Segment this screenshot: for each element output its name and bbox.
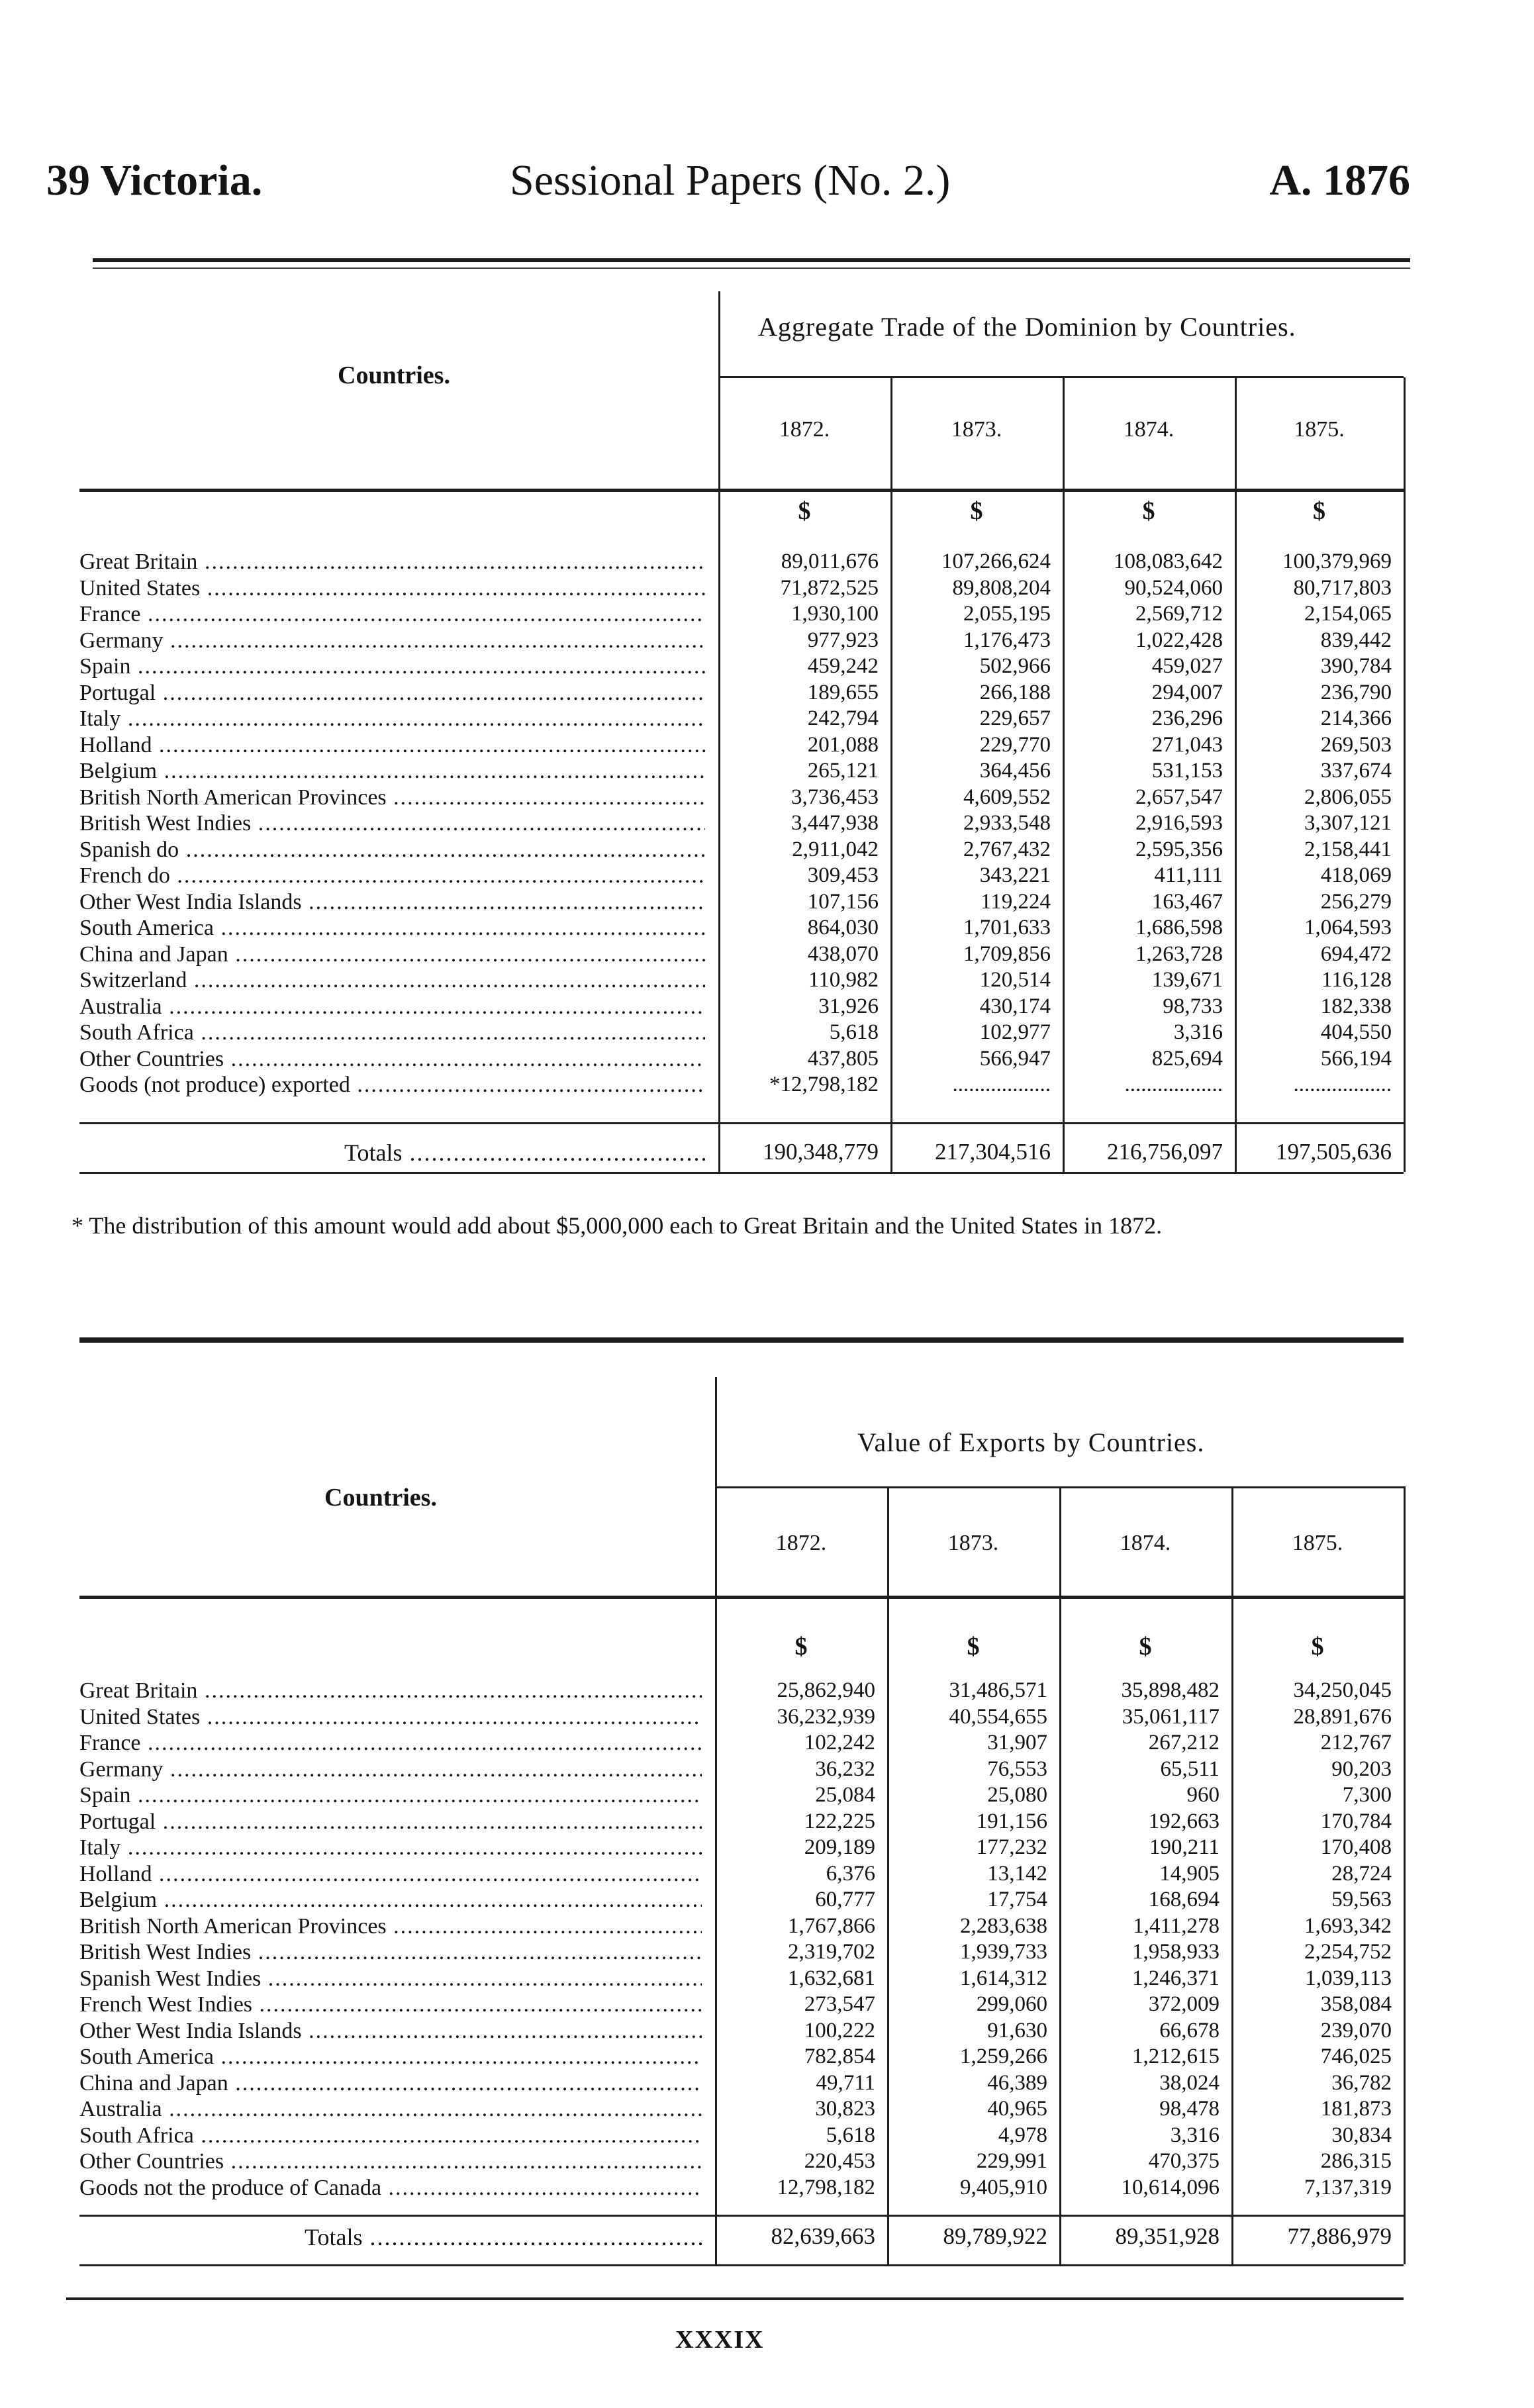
value-cell: 2,657,547 <box>1135 785 1223 809</box>
value-cell: 110,982 <box>808 968 879 992</box>
country-label: China and Japan ..... <box>79 2071 702 2096</box>
country-label: Switzerland ..... <box>79 968 705 993</box>
value-cell: 470,375 <box>1148 2149 1220 2173</box>
value-cell: 3,316 <box>1170 2123 1220 2147</box>
value-cell: 229,770 <box>979 732 1051 757</box>
value-cell: 438,070 <box>807 941 879 966</box>
table-row <box>79 2045 1404 2070</box>
value-cell: 864,030 <box>807 916 879 939</box>
value-cell: 25,084 <box>815 1783 875 1807</box>
country-label: French West Indies ..... <box>79 1992 702 2017</box>
total-cell: 77,886,979 <box>1287 2223 1392 2249</box>
table-row <box>79 1073 1404 1098</box>
bottom-rule <box>66 2297 1404 2300</box>
value-cell: 2,916,593 <box>1135 811 1223 835</box>
value-cell: 1,930,100 <box>791 602 879 626</box>
table-row <box>79 2123 1404 2148</box>
header-title: Sessional Papers (No. 2.) <box>510 156 951 205</box>
value-cell: 100,222 <box>804 2018 875 2043</box>
page-number: XXXIX <box>675 2326 765 2354</box>
country-label: Spain ..... <box>79 1783 702 1808</box>
country-label: Germany ..... <box>79 628 705 653</box>
table-row <box>79 576 1404 601</box>
value-cell: 2,158,441 <box>1304 837 1392 861</box>
value-cell: 31,907 <box>987 1731 1047 1755</box>
value-cell: 13,142 <box>987 1861 1047 1886</box>
value-cell: 209,189 <box>804 1835 875 1859</box>
table-row <box>79 2097 1404 2122</box>
country-label: Italy ..... <box>79 706 705 732</box>
year-header: 1875. <box>1292 1531 1343 1555</box>
table-row <box>79 706 1404 732</box>
table-row <box>79 1020 1404 1045</box>
table-row <box>79 1992 1404 2017</box>
table-row <box>79 1678 1404 1704</box>
table-bottom-rule <box>79 1172 1404 1174</box>
value-cell: 119,224 <box>980 889 1051 914</box>
table-row <box>79 2071 1404 2096</box>
value-cell: 265,121 <box>807 759 879 783</box>
value-cell: 566,947 <box>979 1046 1051 1071</box>
header-bottom-rule <box>79 1596 1404 1599</box>
value-cell: 76,553 <box>987 1757 1047 1781</box>
table-row <box>79 1914 1404 1939</box>
value-cell: 2,806,055 <box>1304 785 1392 809</box>
table-row <box>79 890 1404 915</box>
currency-symbol: $ <box>1139 1633 1152 1661</box>
table-caption: Value of Exports by Countries. <box>857 1427 1205 1457</box>
value-cell: 122,225 <box>804 1809 875 1833</box>
value-cell: .................. <box>952 1073 1051 1096</box>
table-row <box>79 550 1404 575</box>
value-cell: 694,472 <box>1320 941 1392 966</box>
value-cell: 10,614,096 <box>1121 2175 1220 2199</box>
table-bottom-rule <box>79 2264 1404 2266</box>
value-cell: 181,873 <box>1320 2097 1392 2121</box>
country-label: British North American Provinces ..... <box>79 1914 702 1939</box>
value-cell: 531,153 <box>1151 759 1223 783</box>
value-cell: 38,024 <box>1159 2070 1220 2095</box>
value-cell: 189,655 <box>807 680 879 704</box>
table-row <box>79 968 1404 993</box>
table-row <box>79 2149 1404 2174</box>
totals-label: Totals ..... <box>305 2223 702 2251</box>
value-cell: 566,194 <box>1320 1046 1392 1071</box>
value-cell: 30,834 <box>1331 2123 1392 2147</box>
value-cell: 372,009 <box>1148 1992 1220 2016</box>
header-year: A. 1876 <box>1269 156 1410 205</box>
value-cell: 299,060 <box>976 1992 1047 2016</box>
value-cell: 91,630 <box>987 2018 1047 2043</box>
value-cell: 214,366 <box>1320 706 1392 730</box>
column-divider <box>1404 1486 1406 2264</box>
value-cell: 71,872,525 <box>780 575 879 600</box>
country-label: Spanish West Indies ..... <box>79 1966 702 1992</box>
value-cell: 4,978 <box>998 2123 1047 2147</box>
country-label: Other Countries ..... <box>79 2149 702 2174</box>
value-cell: 6,376 <box>826 1861 875 1886</box>
value-cell: 102,242 <box>804 1731 875 1755</box>
value-cell: 273,547 <box>804 1992 875 2016</box>
country-label: Germany ..... <box>79 1757 702 1782</box>
value-cell: 107,156 <box>807 889 879 914</box>
value-cell: 90,524,060 <box>1124 575 1223 600</box>
country-label: Australia ..... <box>79 994 705 1020</box>
value-cell: 192,663 <box>1148 1809 1220 1833</box>
country-label: China and Japan ..... <box>79 942 705 967</box>
total-cell: 89,789,922 <box>943 2223 1047 2249</box>
value-cell: 168,694 <box>1148 1888 1220 1911</box>
country-label: French do ..... <box>79 863 705 889</box>
value-cell: 163,467 <box>1151 889 1223 914</box>
value-cell: 40,554,655 <box>949 1704 1047 1729</box>
country-label: Goods (not produce) exported ..... <box>79 1073 705 1098</box>
value-cell: 107,266,624 <box>941 550 1051 573</box>
value-cell: 108,083,642 <box>1114 550 1223 573</box>
value-cell: 1,939,733 <box>960 1940 1047 1964</box>
value-cell: 459,242 <box>807 654 879 678</box>
value-cell: 31,926 <box>818 994 879 1018</box>
value-cell: 1,693,342 <box>1304 1913 1392 1938</box>
value-cell: 411,111 <box>1154 863 1223 887</box>
value-cell: 229,991 <box>976 2149 1047 2173</box>
table-row <box>79 942 1404 967</box>
totals-rule <box>79 1122 1404 1124</box>
value-cell: 5,618 <box>826 2123 875 2147</box>
value-cell: 177,232 <box>976 1835 1047 1859</box>
currency-symbol: $ <box>798 497 811 525</box>
value-cell: 28,724 <box>1331 1861 1392 1886</box>
value-cell: 1,263,728 <box>1135 941 1223 966</box>
value-cell: 170,784 <box>1320 1809 1392 1833</box>
value-cell: 65,511 <box>1160 1757 1220 1781</box>
total-cell: 89,351,928 <box>1115 2223 1220 2249</box>
currency-symbol: $ <box>967 1633 980 1661</box>
year-header: 1873. <box>951 417 1002 442</box>
value-cell: 1,686,598 <box>1135 916 1223 939</box>
value-cell: 36,232 <box>815 1757 875 1781</box>
total-cell: 197,505,636 <box>1276 1139 1392 1165</box>
table-row <box>79 916 1404 941</box>
value-cell: 2,767,432 <box>963 837 1051 861</box>
table-row <box>79 733 1404 758</box>
value-cell: 1,411,278 <box>1133 1913 1220 1938</box>
table-row <box>79 838 1404 863</box>
table-row <box>79 602 1404 627</box>
currency-symbol: $ <box>970 497 983 525</box>
countries-header: Countries. <box>338 361 450 389</box>
value-cell: 191,156 <box>976 1809 1047 1833</box>
year-header: 1874. <box>1120 1531 1171 1555</box>
country-label: France ..... <box>79 602 705 627</box>
caption-rule <box>718 376 1404 378</box>
currency-symbol: $ <box>1311 1633 1324 1661</box>
value-cell: 120,514 <box>979 968 1051 992</box>
value-cell: 242,794 <box>807 706 879 730</box>
value-cell: 25,080 <box>987 1783 1047 1807</box>
header-session: 39 Victoria. <box>46 156 263 205</box>
country-label: Great Britain ..... <box>79 1678 702 1704</box>
country-label: South America ..... <box>79 916 705 941</box>
value-cell: 190,211 <box>1149 1835 1220 1859</box>
country-label: British North American Provinces ..... <box>79 785 705 810</box>
table-row <box>79 1705 1404 1730</box>
table-row <box>79 1757 1404 1782</box>
value-cell: 30,823 <box>815 2097 875 2121</box>
value-cell: 1,614,312 <box>960 1966 1047 1990</box>
value-cell: 66,678 <box>1159 2018 1220 2043</box>
country-label: Holland ..... <box>79 733 705 758</box>
table-caption: Aggregate Trade of the Dominion by Countries. <box>758 312 1296 342</box>
value-cell: 182,338 <box>1320 994 1392 1018</box>
value-cell: 14,905 <box>1159 1861 1220 1886</box>
country-label: Portugal ..... <box>79 1809 702 1835</box>
country-label: Spanish do ..... <box>79 838 705 863</box>
value-cell: 212,767 <box>1320 1731 1392 1755</box>
value-cell: 960 <box>1186 1783 1220 1807</box>
currency-symbol: $ <box>794 1633 808 1661</box>
table-row <box>79 994 1404 1020</box>
value-cell: 17,754 <box>987 1888 1047 1911</box>
table-row <box>79 1809 1404 1835</box>
country-label: Australia ..... <box>79 2097 702 2122</box>
year-header: 1873. <box>947 1531 999 1555</box>
year-header: 1872. <box>775 1531 827 1555</box>
value-cell: 7,137,319 <box>1304 2175 1392 2199</box>
value-cell: 2,055,195 <box>963 602 1051 626</box>
country-label: Portugal ..... <box>79 681 705 706</box>
value-cell: 25,862,940 <box>777 1678 875 1702</box>
total-cell: 216,756,097 <box>1107 1139 1223 1165</box>
value-cell: 1,259,266 <box>960 2045 1047 2068</box>
country-label: Spain ..... <box>79 654 705 679</box>
total-cell: 190,348,779 <box>763 1139 879 1165</box>
value-cell: 201,088 <box>807 732 879 757</box>
value-cell: 271,043 <box>1151 732 1223 757</box>
country-label: France ..... <box>79 1731 702 1756</box>
value-cell: 358,084 <box>1320 1992 1392 2016</box>
country-label: Other West India Islands ..... <box>79 890 705 915</box>
table-row <box>79 1783 1404 1808</box>
value-cell: 229,657 <box>979 706 1051 730</box>
value-cell: 1,767,866 <box>788 1913 875 1938</box>
table-row <box>79 2019 1404 2044</box>
value-cell: 90,203 <box>1331 1757 1392 1781</box>
value-cell: 116,128 <box>1321 968 1392 992</box>
value-cell: 236,296 <box>1151 706 1223 730</box>
value-cell: 418,069 <box>1320 863 1392 887</box>
country-label: Belgium ..... <box>79 759 705 784</box>
country-label: Other Countries ..... <box>79 1047 705 1072</box>
total-cell: 82,639,663 <box>771 2223 875 2249</box>
currency-symbol: $ <box>1142 497 1155 525</box>
value-cell: 294,007 <box>1151 680 1223 704</box>
caption-rule <box>715 1486 1404 1488</box>
value-cell: 1,212,615 <box>1132 2045 1220 2068</box>
value-cell: 256,279 <box>1320 889 1392 914</box>
value-cell: 286,315 <box>1320 2149 1392 2173</box>
value-cell: 782,854 <box>804 2045 875 2068</box>
value-cell: 2,595,356 <box>1135 837 1223 861</box>
value-cell: 220,453 <box>804 2149 875 2173</box>
table-row <box>79 863 1404 889</box>
value-cell: *12,798,182 <box>769 1073 879 1096</box>
page-header <box>46 156 1410 222</box>
country-label: British West Indies ..... <box>79 811 705 836</box>
value-cell: 100,379,969 <box>1282 550 1392 573</box>
table-row <box>79 681 1404 706</box>
value-cell: 60,777 <box>815 1888 875 1911</box>
country-label: British West Indies ..... <box>79 1940 702 1965</box>
value-cell: 3,316 <box>1173 1020 1223 1044</box>
year-header: 1874. <box>1123 417 1174 442</box>
country-label: South Africa ..... <box>79 2123 702 2148</box>
value-cell: 239,070 <box>1320 2018 1392 2043</box>
value-cell: 2,254,752 <box>1304 1940 1392 1964</box>
country-label: Goods not the produce of Canada ..... <box>79 2176 702 2201</box>
value-cell: 4,609,552 <box>963 785 1051 809</box>
table-row <box>79 785 1404 810</box>
totals-rule <box>79 2215 1404 2217</box>
value-cell: 3,736,453 <box>791 785 879 809</box>
table-row <box>79 1888 1404 1913</box>
value-cell: 49,711 <box>816 2070 875 2095</box>
value-cell: 34,250,045 <box>1293 1678 1392 1702</box>
value-cell: 2,154,065 <box>1304 602 1392 626</box>
table-row <box>79 1047 1404 1072</box>
value-cell: .................. <box>1124 1073 1223 1096</box>
value-cell: 102,977 <box>979 1020 1051 1044</box>
country-label: Other West India Islands ..... <box>79 2019 702 2044</box>
value-cell: .................. <box>1293 1073 1392 1096</box>
value-cell: 337,674 <box>1320 759 1392 783</box>
value-cell: 3,447,938 <box>791 811 879 835</box>
header-bottom-rule <box>79 489 1404 492</box>
value-cell: 1,246,371 <box>1132 1966 1220 1990</box>
table-row <box>79 1940 1404 1965</box>
value-cell: 1,709,856 <box>963 941 1051 966</box>
country-label: United States ..... <box>79 576 705 601</box>
value-cell: 364,456 <box>979 759 1051 783</box>
table-row <box>79 628 1404 653</box>
table-row <box>79 1862 1404 1887</box>
value-cell: 3,307,121 <box>1304 811 1392 835</box>
value-cell: 404,550 <box>1320 1020 1392 1044</box>
value-cell: 2,569,712 <box>1135 602 1223 626</box>
value-cell: 139,671 <box>1151 968 1223 992</box>
value-cell: 28,891,676 <box>1293 1704 1392 1729</box>
country-label: South America ..... <box>79 2045 702 2070</box>
year-header: 1875. <box>1294 417 1345 442</box>
value-cell: 12,798,182 <box>777 2175 875 2199</box>
value-cell: 502,966 <box>979 654 1051 678</box>
value-cell: 89,808,204 <box>952 575 1051 600</box>
value-cell: 35,061,117 <box>1122 1704 1220 1729</box>
value-cell: 390,784 <box>1320 654 1392 678</box>
value-cell: 98,478 <box>1159 2097 1220 2121</box>
table-row <box>79 1731 1404 1756</box>
table-row <box>79 759 1404 784</box>
value-cell: 35,898,482 <box>1121 1678 1220 1702</box>
totals-label: Totals ..... <box>344 1139 705 1167</box>
value-cell: 430,174 <box>979 994 1051 1018</box>
value-cell: 269,503 <box>1320 732 1392 757</box>
section-rule <box>79 1337 1404 1343</box>
country-label: South Africa ..... <box>79 1020 705 1045</box>
value-cell: 1,632,681 <box>788 1966 875 1990</box>
value-cell: 236,790 <box>1320 680 1392 704</box>
table-row <box>79 654 1404 679</box>
value-cell: 2,933,548 <box>963 811 1051 835</box>
value-cell: 98,733 <box>1163 994 1223 1018</box>
value-cell: 437,805 <box>807 1046 879 1071</box>
value-cell: 839,442 <box>1320 628 1392 652</box>
country-label: Holland ..... <box>79 1862 702 1887</box>
value-cell: 9,405,910 <box>960 2175 1047 2199</box>
value-cell: 46,389 <box>987 2070 1047 2095</box>
value-cell: 59,563 <box>1331 1888 1392 1911</box>
header-rule <box>93 258 1410 262</box>
column-divider <box>1404 377 1406 1172</box>
country-label: United States ..... <box>79 1705 702 1730</box>
value-cell: 1,958,933 <box>1132 1940 1220 1964</box>
value-cell: 266,188 <box>979 680 1051 704</box>
table-row <box>79 1835 1404 1860</box>
countries-header: Countries. <box>324 1484 437 1512</box>
value-cell: 80,717,803 <box>1293 575 1392 600</box>
value-cell: 40,965 <box>987 2097 1047 2121</box>
value-cell: 825,694 <box>1151 1046 1223 1071</box>
value-cell: 7,300 <box>1342 1783 1392 1807</box>
value-cell: 1,701,633 <box>963 916 1051 939</box>
value-cell: 2,319,702 <box>788 1940 875 1964</box>
country-label: Great Britain ..... <box>79 550 705 575</box>
footnote: * The distribution of this amount would add about $5,000,000 each to Great Britain and the United States in 1872. <box>72 1212 1163 1239</box>
exports-table <box>79 1351 1404 2271</box>
table-row <box>79 811 1404 836</box>
value-cell: 36,782 <box>1331 2070 1392 2095</box>
country-label: Italy ..... <box>79 1835 702 1860</box>
currency-symbol: $ <box>1313 497 1325 525</box>
value-cell: 1,039,113 <box>1305 1966 1392 1990</box>
country-label: Belgium ..... <box>79 1888 702 1913</box>
total-cell: 217,304,516 <box>935 1139 1051 1165</box>
value-cell: 343,221 <box>979 863 1051 887</box>
value-cell: 2,283,638 <box>960 1913 1047 1938</box>
value-cell: 1,064,593 <box>1304 916 1392 939</box>
value-cell: 746,025 <box>1320 2045 1392 2068</box>
value-cell: 1,022,428 <box>1135 628 1223 652</box>
value-cell: 36,232,939 <box>777 1704 875 1729</box>
value-cell: 459,027 <box>1151 654 1223 678</box>
value-cell: 1,176,473 <box>963 628 1051 652</box>
aggregate-trade-table <box>79 278 1404 1192</box>
header-rule-thin <box>93 267 1410 269</box>
year-header: 1872. <box>779 417 830 442</box>
value-cell: 2,911,042 <box>792 837 879 861</box>
value-cell: 89,011,676 <box>781 550 879 573</box>
table-row <box>79 2176 1404 2201</box>
value-cell: 170,408 <box>1320 1835 1392 1859</box>
value-cell: 267,212 <box>1148 1731 1220 1755</box>
value-cell: 5,618 <box>829 1020 879 1044</box>
table-row <box>79 1966 1404 1992</box>
value-cell: 977,923 <box>807 628 879 652</box>
value-cell: 31,486,571 <box>949 1678 1047 1702</box>
value-cell: 309,453 <box>807 863 879 887</box>
